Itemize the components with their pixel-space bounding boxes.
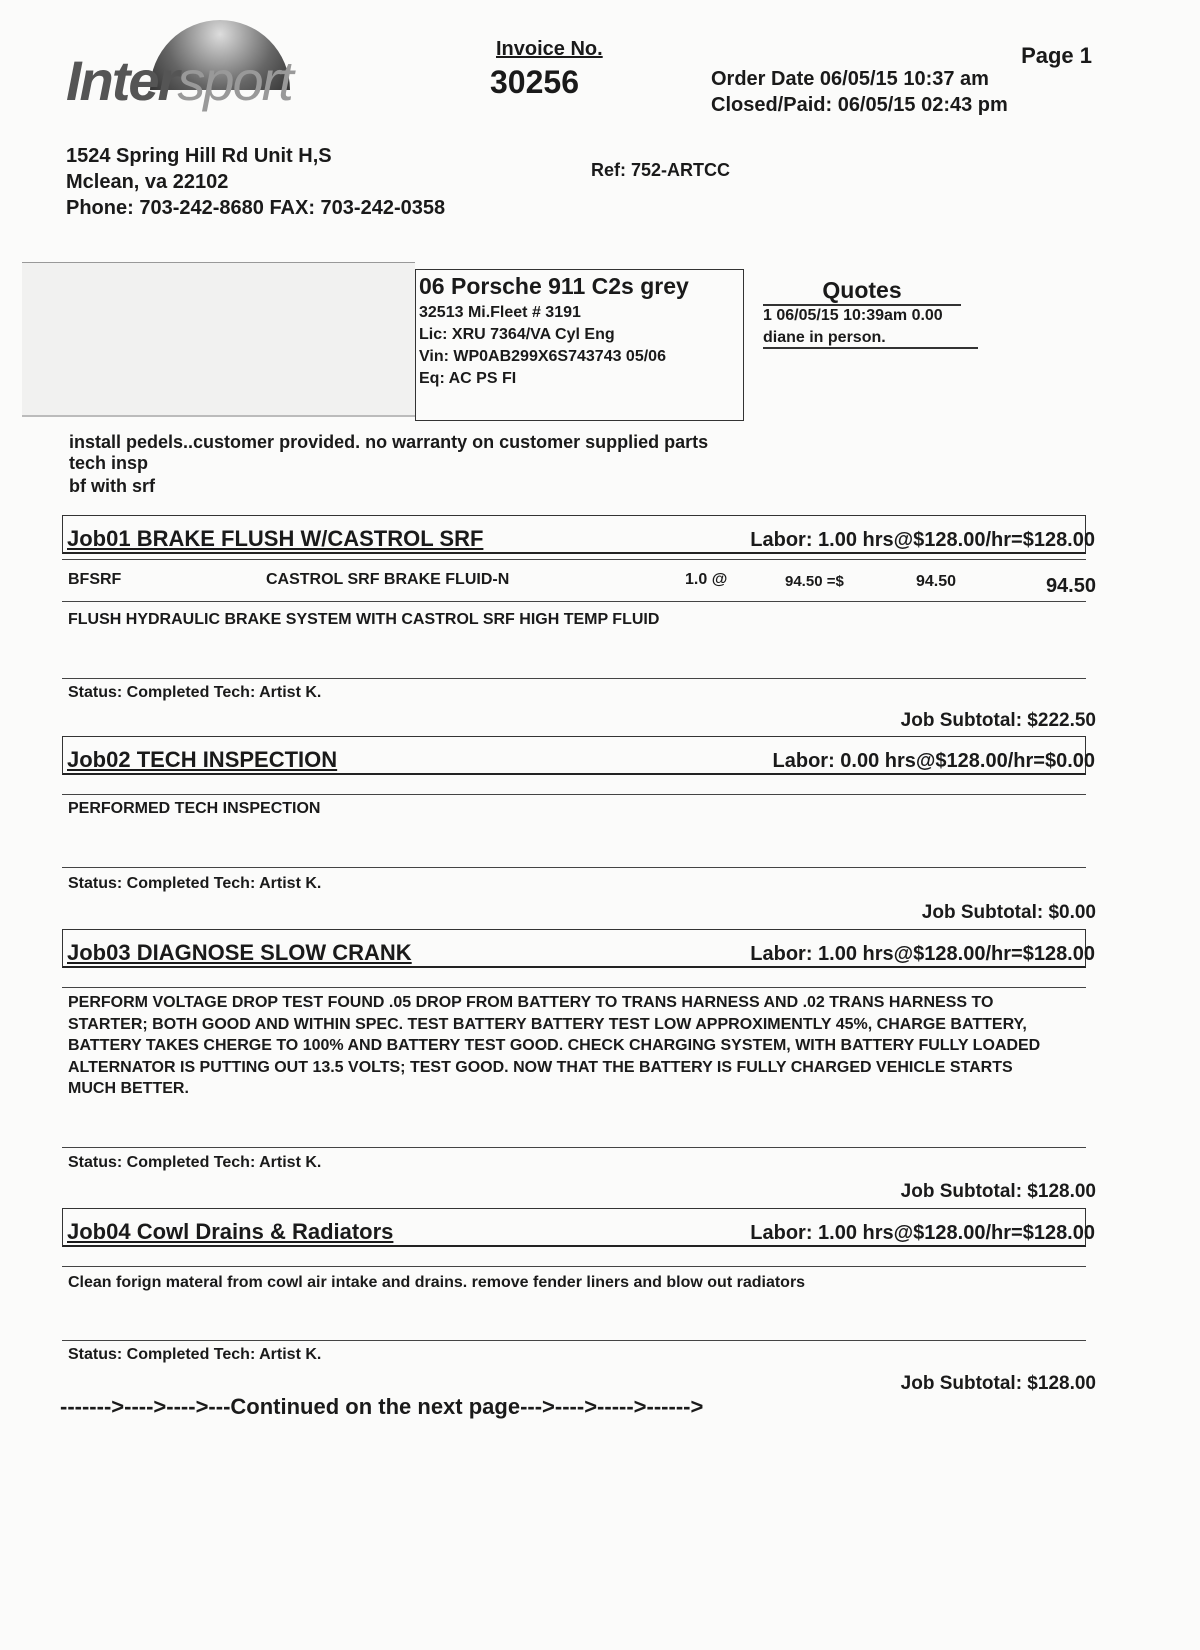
job-description: FLUSH HYDRAULIC BRAKE SYSTEM WITH CASTROL SRF HIGH TEMP FLUID <box>68 611 660 628</box>
vehicle-equipment: Eq: AC PS FI <box>419 370 517 387</box>
note-line: bf with srf <box>69 476 155 496</box>
quotes-title: Quotes <box>763 277 961 306</box>
vehicle-license: Lic: XRU 7364/VA Cyl Eng <box>419 326 615 343</box>
job-name: Job03 DIAGNOSE SLOW CRANK <box>67 940 412 965</box>
note-line: tech insp <box>69 453 149 473</box>
divider <box>62 678 1086 679</box>
job-name: Job04 Cowl Drains & Radiators <box>67 1219 394 1244</box>
job-description: PERFORMED TECH INSPECTION <box>68 800 321 817</box>
job-name: Job01 BRAKE FLUSH W/CASTROL SRF <box>67 526 484 551</box>
divider <box>62 794 1086 795</box>
divider <box>62 559 1086 560</box>
invoice-number: 30256 <box>490 64 579 100</box>
job-labor: Labor: 1.00 hrs@$128.00/hr=$128.00 <box>750 529 1095 551</box>
job-subtotal: Job Subtotal: $0.00 <box>921 902 1096 923</box>
closed-paid-date: Closed/Paid: 06/05/15 02:43 pm <box>711 94 1008 116</box>
job-header <box>62 929 1095 968</box>
job-description: PERFORM VOLTAGE DROP TEST FOUND .05 DROP FROM BATTERY TO TRANS HARNESS AND .02 TRANS HARNESS TO STARTER; BOTH GOOD AND WITHIN SPEC. TEST BATTERY BATTERY TEST LOW APPROXIMENTLY 45%, CHARGE BATTERY, BATTERY TAKES CHERGE TO 100% AND BATTERY TEST GOOD. CHECK CHARGING SYSTEM, WITH BATTERY FULLY LOADED ALTERNATOR IS PUTTING OUT 13.5 VOLTS; TEST GOOD. NOW THAT THE BATTERY IS FULLY CHARGED VEHICLE STARTS MUCH BETTER. <box>68 994 1041 1097</box>
part-description: CASTROL SRF BRAKE FLUID-N <box>266 571 510 588</box>
vehicle-title: 06 Porsche 911 C2s grey <box>419 273 689 299</box>
job-status: Status: Completed Tech: Artist K. <box>68 1154 322 1171</box>
job-subtotal: Job Subtotal: $128.00 <box>900 1181 1096 1202</box>
logo-wordmark: Intersport <box>66 49 292 112</box>
job-header <box>62 515 1095 554</box>
invoice-label: Invoice No. <box>496 38 603 60</box>
order-date: Order Date 06/05/15 10:37 am <box>711 68 989 90</box>
job-subtotal: Job Subtotal: $128.00 <box>900 1373 1096 1394</box>
job-labor: Labor: 1.00 hrs@$128.00/hr=$128.00 <box>750 943 1095 965</box>
job-header <box>62 1208 1095 1247</box>
page-number: Page 1 <box>1021 43 1092 68</box>
divider <box>62 1147 1086 1148</box>
job-header <box>62 736 1095 775</box>
divider <box>62 1266 1086 1267</box>
job-labor: Labor: 1.00 hrs@$128.00/hr=$128.00 <box>750 1222 1095 1244</box>
divider <box>62 987 1086 988</box>
part-price: 94.50 =$ <box>785 573 844 590</box>
divider <box>62 601 1086 602</box>
redacted-customer-area <box>22 262 415 417</box>
job-status: Status: Completed Tech: Artist K. <box>68 1346 322 1363</box>
job-description: Clean forign materal from cowl air intake and drains. remove fender liners and blow out radiators <box>68 1274 806 1291</box>
address-line2: Mclean, va 22102 <box>66 171 229 193</box>
job-subtotal: Job Subtotal: $222.50 <box>900 710 1096 731</box>
vehicle-vin: Vin: WP0AB299X6S743743 05/06 <box>419 348 666 365</box>
address-line1: 1524 Spring Hill Rd Unit H,S <box>66 145 332 167</box>
job-name: Job02 TECH INSPECTION <box>67 747 338 772</box>
part-code: BFSRF <box>68 571 122 588</box>
phone-fax: Phone: 703-242-8680 FAX: 703-242-0358 <box>66 197 446 219</box>
job-status: Status: Completed Tech: Artist K. <box>68 875 322 892</box>
divider <box>62 867 1086 868</box>
ref: Ref: 752-ARTCC <box>591 160 731 180</box>
note-line: install pedels..customer provided. no warranty on customer supplied parts <box>69 432 709 452</box>
part-qty: 1.0 @ <box>685 571 728 588</box>
quote-entry: 1 06/05/15 10:39am 0.00 <box>763 307 943 324</box>
vehicle-mileage: 32513 Mi.Fleet # 3191 <box>419 304 581 321</box>
continued-notice: ------->---->---->---Continued on the next page--->---->----->------> <box>60 1394 704 1419</box>
part-total: 94.50 <box>1045 575 1096 597</box>
vehicle-box <box>415 269 744 421</box>
job-status: Status: Completed Tech: Artist K. <box>68 684 322 701</box>
job-labor: Labor: 0.00 hrs@$128.00/hr=$0.00 <box>772 750 1095 772</box>
part-extended: 94.50 <box>916 573 957 590</box>
intersport-logo <box>62 20 352 110</box>
divider <box>62 1340 1086 1341</box>
quote-note: diane in person. <box>763 329 978 349</box>
